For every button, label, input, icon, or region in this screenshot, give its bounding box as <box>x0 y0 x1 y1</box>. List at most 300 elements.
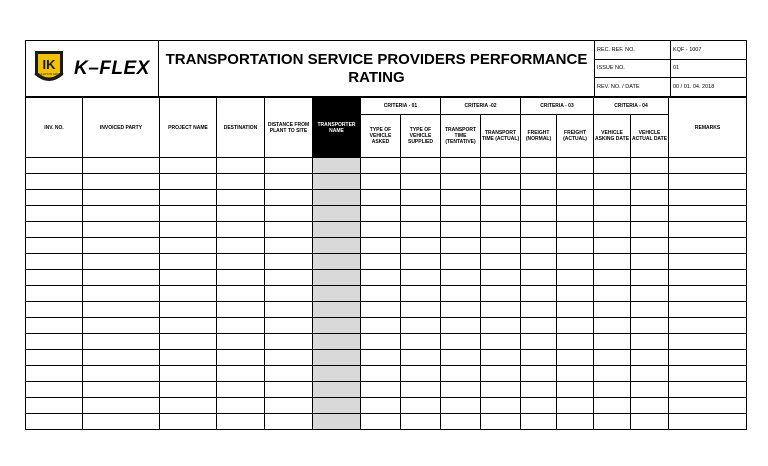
table-cell[interactable] <box>557 174 594 190</box>
table-cell[interactable] <box>557 238 594 254</box>
performance-table <box>25 97 747 430</box>
form-header <box>25 40 747 97</box>
table-cell[interactable] <box>361 158 401 174</box>
table-cell[interactable] <box>669 398 747 414</box>
table-cell[interactable] <box>521 254 557 270</box>
table-cell[interactable] <box>481 238 521 254</box>
table-cell[interactable] <box>361 302 401 318</box>
table-cell[interactable] <box>313 350 361 366</box>
table-cell[interactable] <box>401 206 441 222</box>
table-cell[interactable] <box>631 286 669 302</box>
table-cell[interactable] <box>83 334 160 350</box>
table-cell[interactable] <box>594 398 631 414</box>
table-cell[interactable] <box>160 398 217 414</box>
table-cell[interactable] <box>217 158 265 174</box>
table-cell[interactable] <box>265 174 313 190</box>
table-cell[interactable] <box>83 286 160 302</box>
table-cell[interactable] <box>26 334 83 350</box>
svg-text:IK: IK <box>42 57 56 72</box>
col-remarks: REMARKS <box>669 98 747 158</box>
table-cell[interactable] <box>361 286 401 302</box>
table-cell[interactable] <box>631 318 669 334</box>
table-cell[interactable] <box>265 286 313 302</box>
table-cell[interactable] <box>594 206 631 222</box>
table-cell[interactable] <box>26 190 83 206</box>
table-cell[interactable] <box>361 366 401 382</box>
table-cell[interactable] <box>160 286 217 302</box>
table-cell[interactable] <box>217 398 265 414</box>
table-cell[interactable] <box>441 318 481 334</box>
table-cell[interactable] <box>441 174 481 190</box>
table-cell[interactable] <box>631 302 669 318</box>
table-cell[interactable] <box>361 350 401 366</box>
table-cell[interactable] <box>557 366 594 382</box>
table-cell[interactable] <box>521 174 557 190</box>
table-cell[interactable] <box>401 366 441 382</box>
table-row <box>26 206 747 222</box>
table-cell[interactable] <box>669 206 747 222</box>
table-cell[interactable] <box>83 414 160 430</box>
table-cell[interactable] <box>313 398 361 414</box>
table-cell[interactable] <box>217 302 265 318</box>
table-cell[interactable] <box>361 414 401 430</box>
sub-actual-date: VEHICLE ACTUAL DATE <box>631 115 669 158</box>
form-sheet <box>25 40 746 433</box>
table-body <box>26 158 747 430</box>
table-cell[interactable] <box>481 158 521 174</box>
table-cell[interactable] <box>669 318 747 334</box>
table-cell[interactable] <box>521 206 557 222</box>
table-cell[interactable] <box>26 286 83 302</box>
table-cell[interactable] <box>521 158 557 174</box>
table-cell[interactable] <box>481 174 521 190</box>
criteria-03: CRITERIA - 03 <box>521 98 594 115</box>
col-transporter-name: TRANSPORTER NAME <box>313 98 361 158</box>
table-cell[interactable] <box>481 350 521 366</box>
table-cell[interactable] <box>401 414 441 430</box>
table-cell[interactable] <box>441 158 481 174</box>
table-cell[interactable] <box>217 414 265 430</box>
table-cell[interactable] <box>313 222 361 238</box>
table-cell[interactable] <box>481 190 521 206</box>
svg-text:INSULATION GROUP: INSULATION GROUP <box>34 72 64 76</box>
table-cell[interactable] <box>160 222 217 238</box>
table-cell[interactable] <box>557 350 594 366</box>
table-cell[interactable] <box>401 318 441 334</box>
table-cell[interactable] <box>631 158 669 174</box>
table-cell[interactable] <box>160 174 217 190</box>
table-cell[interactable] <box>83 382 160 398</box>
table-cell[interactable] <box>669 366 747 382</box>
table-cell[interactable] <box>481 206 521 222</box>
table-cell[interactable] <box>313 366 361 382</box>
table-cell[interactable] <box>217 174 265 190</box>
table-cell[interactable] <box>521 270 557 286</box>
table-row <box>26 350 747 366</box>
table-cell[interactable] <box>217 222 265 238</box>
table-cell[interactable] <box>26 206 83 222</box>
table-cell[interactable] <box>631 238 669 254</box>
table-cell[interactable] <box>26 366 83 382</box>
table-cell[interactable] <box>521 382 557 398</box>
table-cell[interactable] <box>594 190 631 206</box>
table-cell[interactable] <box>481 398 521 414</box>
table-cell[interactable] <box>557 254 594 270</box>
table-cell[interactable] <box>160 270 217 286</box>
table-cell[interactable] <box>401 270 441 286</box>
table-cell[interactable] <box>361 238 401 254</box>
table-cell[interactable] <box>361 222 401 238</box>
table-cell[interactable] <box>217 366 265 382</box>
table-cell[interactable] <box>217 270 265 286</box>
table-row <box>26 254 747 270</box>
table-cell[interactable] <box>160 366 217 382</box>
table-cell[interactable] <box>160 238 217 254</box>
table-cell[interactable] <box>265 270 313 286</box>
table-cell[interactable] <box>441 366 481 382</box>
table-cell[interactable] <box>26 382 83 398</box>
table-cell[interactable] <box>481 286 521 302</box>
table-cell[interactable] <box>594 238 631 254</box>
ref-value-3: 00 / 01. 04. 2018 <box>671 78 747 97</box>
table-cell[interactable] <box>401 334 441 350</box>
table-cell[interactable] <box>361 206 401 222</box>
table-cell[interactable] <box>217 206 265 222</box>
table-cell[interactable] <box>521 350 557 366</box>
table-cell[interactable] <box>669 222 747 238</box>
table-cell[interactable] <box>441 190 481 206</box>
table-cell[interactable] <box>521 286 557 302</box>
form-title: TRANSPORTATION SERVICE PROVIDERS PERFORMANCE RATING <box>159 41 595 97</box>
table-row <box>26 286 747 302</box>
table-cell[interactable] <box>521 190 557 206</box>
table-cell[interactable] <box>83 238 160 254</box>
table-cell[interactable] <box>557 318 594 334</box>
table-cell[interactable] <box>481 382 521 398</box>
table-cell[interactable] <box>83 174 160 190</box>
table-cell[interactable] <box>401 222 441 238</box>
brand-name: K–FLEX <box>74 58 150 79</box>
table-cell[interactable] <box>521 222 557 238</box>
criteria-04: CRITERIA - 04 <box>594 98 669 115</box>
table-cell[interactable] <box>160 158 217 174</box>
table-cell[interactable] <box>521 238 557 254</box>
table-cell[interactable] <box>594 382 631 398</box>
table-cell[interactable] <box>361 334 401 350</box>
table-cell[interactable] <box>160 302 217 318</box>
table-cell[interactable] <box>631 206 669 222</box>
table-cell[interactable] <box>521 334 557 350</box>
table-row <box>26 302 747 318</box>
table-cell[interactable] <box>441 398 481 414</box>
table-cell[interactable] <box>557 382 594 398</box>
table-cell[interactable] <box>361 398 401 414</box>
table-cell[interactable] <box>26 174 83 190</box>
table-cell[interactable] <box>83 366 160 382</box>
table-cell[interactable] <box>160 254 217 270</box>
table-row <box>26 318 747 334</box>
table-cell[interactable] <box>441 350 481 366</box>
table-cell[interactable] <box>83 350 160 366</box>
table-cell[interactable] <box>265 414 313 430</box>
table-cell[interactable] <box>557 158 594 174</box>
table-cell[interactable] <box>83 318 160 334</box>
logo-cell <box>26 41 159 97</box>
col-invoiced-party: INVOICED PARTY <box>83 98 160 158</box>
table-cell[interactable] <box>160 350 217 366</box>
table-cell[interactable] <box>594 366 631 382</box>
table-cell[interactable] <box>481 334 521 350</box>
table-cell[interactable] <box>313 414 361 430</box>
table-cell[interactable] <box>631 350 669 366</box>
table-cell[interactable] <box>361 318 401 334</box>
table-cell[interactable] <box>265 206 313 222</box>
table-row <box>26 382 747 398</box>
table-cell[interactable] <box>401 174 441 190</box>
table-cell[interactable] <box>361 190 401 206</box>
table-cell[interactable] <box>313 270 361 286</box>
table-row <box>26 334 747 350</box>
table-cell[interactable] <box>217 382 265 398</box>
kflex-logo-icon <box>33 49 65 87</box>
table-cell[interactable] <box>669 270 747 286</box>
table-cell[interactable] <box>669 382 747 398</box>
table-cell[interactable] <box>594 350 631 366</box>
table-cell[interactable] <box>265 254 313 270</box>
table-cell[interactable] <box>83 158 160 174</box>
table-cell[interactable] <box>441 270 481 286</box>
table-cell[interactable] <box>401 158 441 174</box>
table-cell[interactable] <box>217 286 265 302</box>
table-cell[interactable] <box>313 158 361 174</box>
table-cell[interactable] <box>361 254 401 270</box>
table-cell[interactable] <box>26 302 83 318</box>
table-cell[interactable] <box>594 286 631 302</box>
table-cell[interactable] <box>83 398 160 414</box>
sub-vehicle-asked: TYPE OF VEHICLE ASKED <box>361 115 401 158</box>
table-cell[interactable] <box>669 302 747 318</box>
table-cell[interactable] <box>521 398 557 414</box>
table-cell[interactable] <box>313 206 361 222</box>
table-cell[interactable] <box>265 158 313 174</box>
table-cell[interactable] <box>217 350 265 366</box>
table-cell[interactable] <box>631 366 669 382</box>
table-cell[interactable] <box>313 382 361 398</box>
table-cell[interactable] <box>669 350 747 366</box>
table-cell[interactable] <box>361 174 401 190</box>
table-cell[interactable] <box>217 254 265 270</box>
table-cell[interactable] <box>441 206 481 222</box>
ref-label-2: ISSUE NO. <box>595 59 671 78</box>
table-cell[interactable] <box>631 414 669 430</box>
table-cell[interactable] <box>26 398 83 414</box>
ref-label-1: REC. REF. NO. <box>595 41 671 60</box>
table-cell[interactable] <box>265 398 313 414</box>
table-cell[interactable] <box>631 398 669 414</box>
table-cell[interactable] <box>83 190 160 206</box>
table-cell[interactable] <box>557 302 594 318</box>
table-cell[interactable] <box>26 158 83 174</box>
table-cell[interactable] <box>265 318 313 334</box>
table-cell[interactable] <box>83 302 160 318</box>
ref-value-1: KQF - 1007 <box>671 41 747 60</box>
table-cell[interactable] <box>401 238 441 254</box>
table-cell[interactable] <box>521 414 557 430</box>
table-row <box>26 190 747 206</box>
table-cell[interactable] <box>217 334 265 350</box>
table-cell[interactable] <box>631 222 669 238</box>
sub-freight-actual: FREIGHT (ACTUAL) <box>557 115 594 158</box>
table-cell[interactable] <box>401 254 441 270</box>
table-cell[interactable] <box>521 318 557 334</box>
table-cell[interactable] <box>481 302 521 318</box>
table-cell[interactable] <box>265 222 313 238</box>
table-cell[interactable] <box>83 254 160 270</box>
table-cell[interactable] <box>594 414 631 430</box>
table-cell[interactable] <box>160 206 217 222</box>
col-distance: DISTANCE FROM PLANT TO SITE <box>265 98 313 158</box>
table-cell[interactable] <box>401 350 441 366</box>
table-cell[interactable] <box>26 318 83 334</box>
table-cell[interactable] <box>594 254 631 270</box>
table-cell[interactable] <box>557 270 594 286</box>
table-cell[interactable] <box>557 286 594 302</box>
table-cell[interactable] <box>669 174 747 190</box>
table-cell[interactable] <box>401 302 441 318</box>
table-cell[interactable] <box>631 174 669 190</box>
table-cell[interactable] <box>557 222 594 238</box>
table-cell[interactable] <box>669 158 747 174</box>
table-cell[interactable] <box>313 238 361 254</box>
table-cell[interactable] <box>441 238 481 254</box>
table-cell[interactable] <box>481 270 521 286</box>
table-cell[interactable] <box>265 366 313 382</box>
table-cell[interactable] <box>26 254 83 270</box>
table-cell[interactable] <box>521 302 557 318</box>
table-row <box>26 270 747 286</box>
table-cell[interactable] <box>481 366 521 382</box>
table-cell[interactable] <box>160 382 217 398</box>
table-cell[interactable] <box>401 190 441 206</box>
table-cell[interactable] <box>265 238 313 254</box>
criteria-02: CRITERIA -02 <box>441 98 521 115</box>
table-cell[interactable] <box>160 334 217 350</box>
table-cell[interactable] <box>83 222 160 238</box>
table-cell[interactable] <box>481 318 521 334</box>
table-cell[interactable] <box>669 254 747 270</box>
col-project-name: PROJECT NAME <box>160 98 217 158</box>
table-row <box>26 158 747 174</box>
table-cell[interactable] <box>361 382 401 398</box>
table-cell[interactable] <box>441 382 481 398</box>
table-cell[interactable] <box>557 334 594 350</box>
table-cell[interactable] <box>594 158 631 174</box>
table-cell[interactable] <box>265 382 313 398</box>
table-cell[interactable] <box>83 270 160 286</box>
table-cell[interactable] <box>441 222 481 238</box>
table-cell[interactable] <box>521 366 557 382</box>
table-cell[interactable] <box>594 222 631 238</box>
table-cell[interactable] <box>594 318 631 334</box>
table-cell[interactable] <box>441 414 481 430</box>
table-cell[interactable] <box>669 190 747 206</box>
table-row <box>26 398 747 414</box>
table-cell[interactable] <box>557 398 594 414</box>
table-row <box>26 222 747 238</box>
table-cell[interactable] <box>481 222 521 238</box>
table-cell[interactable] <box>631 254 669 270</box>
table-row <box>26 414 747 430</box>
table-cell[interactable] <box>441 254 481 270</box>
table-cell[interactable] <box>265 190 313 206</box>
table-row <box>26 238 747 254</box>
table-cell[interactable] <box>265 302 313 318</box>
table-cell[interactable] <box>594 334 631 350</box>
table-cell[interactable] <box>669 286 747 302</box>
table-cell[interactable] <box>217 318 265 334</box>
table-cell[interactable] <box>481 254 521 270</box>
table-cell[interactable] <box>217 238 265 254</box>
table-cell[interactable] <box>26 222 83 238</box>
ref-value-2: 01 <box>671 59 747 78</box>
table-cell[interactable] <box>160 414 217 430</box>
table-cell[interactable] <box>401 286 441 302</box>
table-cell[interactable] <box>313 302 361 318</box>
table-cell[interactable] <box>441 334 481 350</box>
table-cell[interactable] <box>557 190 594 206</box>
table-cell[interactable] <box>26 414 83 430</box>
ref-label-3: REV. NO. / DATE <box>595 78 671 97</box>
table-cell[interactable] <box>441 302 481 318</box>
table-cell[interactable] <box>631 270 669 286</box>
table-cell[interactable] <box>83 206 160 222</box>
table-cell[interactable] <box>594 270 631 286</box>
table-cell[interactable] <box>557 206 594 222</box>
table-cell[interactable] <box>160 190 217 206</box>
table-cell[interactable] <box>313 190 361 206</box>
table-cell[interactable] <box>631 190 669 206</box>
criteria-01: CRITERIA - 01 <box>361 98 441 115</box>
table-cell[interactable] <box>26 270 83 286</box>
table-cell[interactable] <box>669 238 747 254</box>
table-cell[interactable] <box>313 286 361 302</box>
table-cell[interactable] <box>669 414 747 430</box>
table-cell[interactable] <box>361 270 401 286</box>
table-cell[interactable] <box>441 286 481 302</box>
table-row <box>26 174 747 190</box>
table-cell[interactable] <box>401 382 441 398</box>
table-cell[interactable] <box>26 238 83 254</box>
table-cell[interactable] <box>669 334 747 350</box>
table-cell[interactable] <box>313 254 361 270</box>
table-cell[interactable] <box>594 302 631 318</box>
table-cell[interactable] <box>557 414 594 430</box>
table-cell[interactable] <box>265 350 313 366</box>
table-cell[interactable] <box>481 414 521 430</box>
table-cell[interactable] <box>265 334 313 350</box>
table-cell[interactable] <box>313 334 361 350</box>
table-cell[interactable] <box>217 190 265 206</box>
table-cell[interactable] <box>631 382 669 398</box>
table-cell[interactable] <box>26 350 83 366</box>
table-cell[interactable] <box>594 174 631 190</box>
table-cell[interactable] <box>401 398 441 414</box>
table-row <box>26 366 747 382</box>
table-cell[interactable] <box>313 318 361 334</box>
table-cell[interactable] <box>313 174 361 190</box>
table-cell[interactable] <box>631 334 669 350</box>
table-cell[interactable] <box>160 318 217 334</box>
